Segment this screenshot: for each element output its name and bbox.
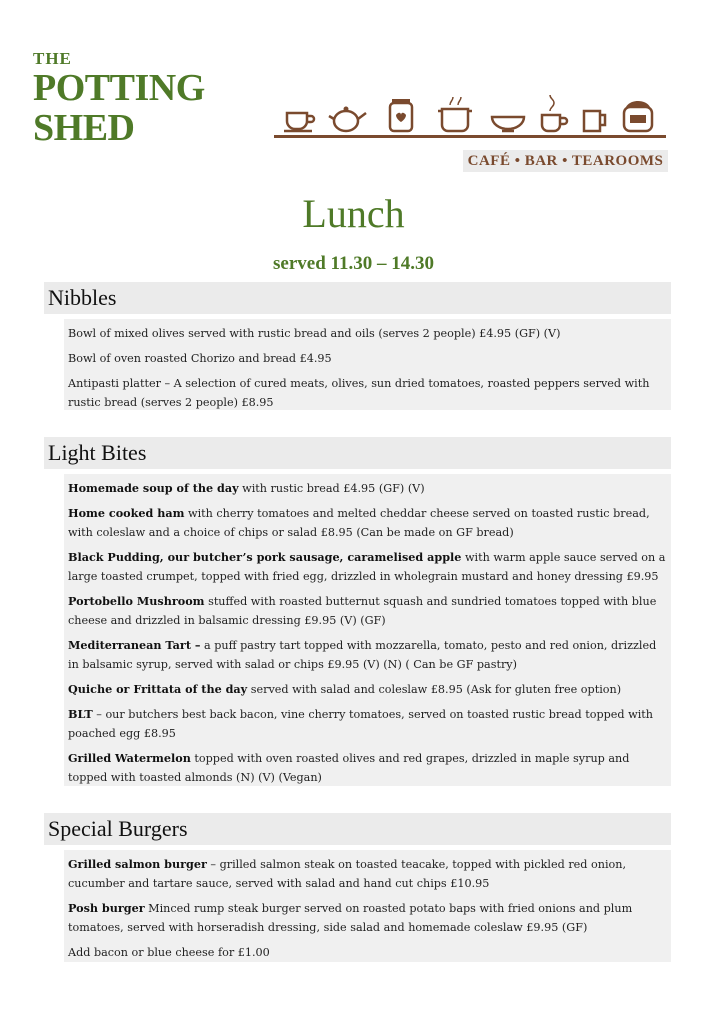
menu-item: Bowl of oven roasted Chorizo and bread £4.95 [68,352,332,365]
section-nibbles [64,319,671,410]
section-light-bites [64,474,671,786]
menu-item: Homemade soup of the day with rustic bread £4.95 (GF) (V) [68,481,425,495]
menu-item: Antipasti platter – A selection of cured meats, olives, sun dried tomatoes, roasted peppers served with rustic bread (serves 2 people) £8.95 [68,377,650,409]
section-special-burgers [64,850,671,962]
menu-item: Posh burger Minced rump steak burger served on roasted potato baps with fried onions and plum tomatoes, served with horseradish dressing, side salad and homemade coleslaw £9.95 (GF) [68,901,633,934]
tagline: CAFÉ • BAR • TEAROOMS [463,150,668,172]
menu-item: Grilled Watermelon topped with oven roasted olives and red grapes, drizzled in maple syrup and topped with toasted almonds (N) (V) (Vegan) [68,751,630,784]
menu-item: Home cooked ham with cherry tomatoes and melted cheddar cheese served on toasted rustic bread, with coleslaw and a choice of chips or salad £8.95 (Can be made on GF bread) [68,506,650,539]
menu-item: Bowl of mixed olives served with rustic bread and oils (serves 2 people) £4.95 (GF) (V) [68,327,561,340]
section-heading-special-burgers: Special Burgers [44,813,671,845]
menu-item: BLT – our butchers best back bacon, vine cherry tomatoes, served on toasted rustic bread topped with poached egg £8.95 [68,707,653,740]
teacup-icon [282,93,316,135]
teapot-icon [326,93,370,135]
serving-times: served 11.30 – 14.30 [273,253,434,274]
section-heading-light-bites: Light Bites [44,437,671,469]
menu-item: Black Pudding, our butcher’s pork sausage, caramelised apple with warm apple sauce served on a large toasted crumpet, topped with fried egg, drizzled in wholegrain mustard and honey dressing £9.95 [68,550,666,583]
menu-item: Mediterranean Tart – a puff pastry tart topped with mozzarella, tomato, pesto and red onion, drizzled in balsamic syrup, served with salad or chips £9.95 (V) (N) ( Can be GF pastry) [68,638,657,671]
logo-line-1: THE [33,49,72,68]
page-title: Lunch [302,191,405,236]
mug-icon [578,93,612,135]
menu-item: Grilled salmon burger – grilled salmon steak on toasted teacake, topped with pickled red onion, cucumber and tartare sauce, served with salad and hand cut chips £10.95 [68,857,627,890]
bowl-icon [488,93,528,135]
logo-line-2: POTTING [33,67,205,109]
menu-item: Quiche or Frittata of the day served with salad and coleslaw £8.95 (Ask for gluten free option) [68,682,622,696]
logo-line-3: SHED [33,107,135,149]
jar-icon [384,93,418,135]
shelf-line [274,135,666,138]
logo [33,50,205,147]
icon-shelf [274,86,666,142]
jam-jar-icon [618,93,658,135]
section-heading-nibbles: Nibbles [44,282,671,314]
menu-item: Add bacon or blue cheese for £1.00 [68,946,270,959]
cup-icon [536,93,570,135]
pot-icon [434,93,478,135]
menu-item: Portobello Mushroom stuffed with roasted butternut squash and sundried tomatoes topped with blue cheese and drizzled in balsamic dressing £9.95 (V) (GF) [68,594,657,627]
